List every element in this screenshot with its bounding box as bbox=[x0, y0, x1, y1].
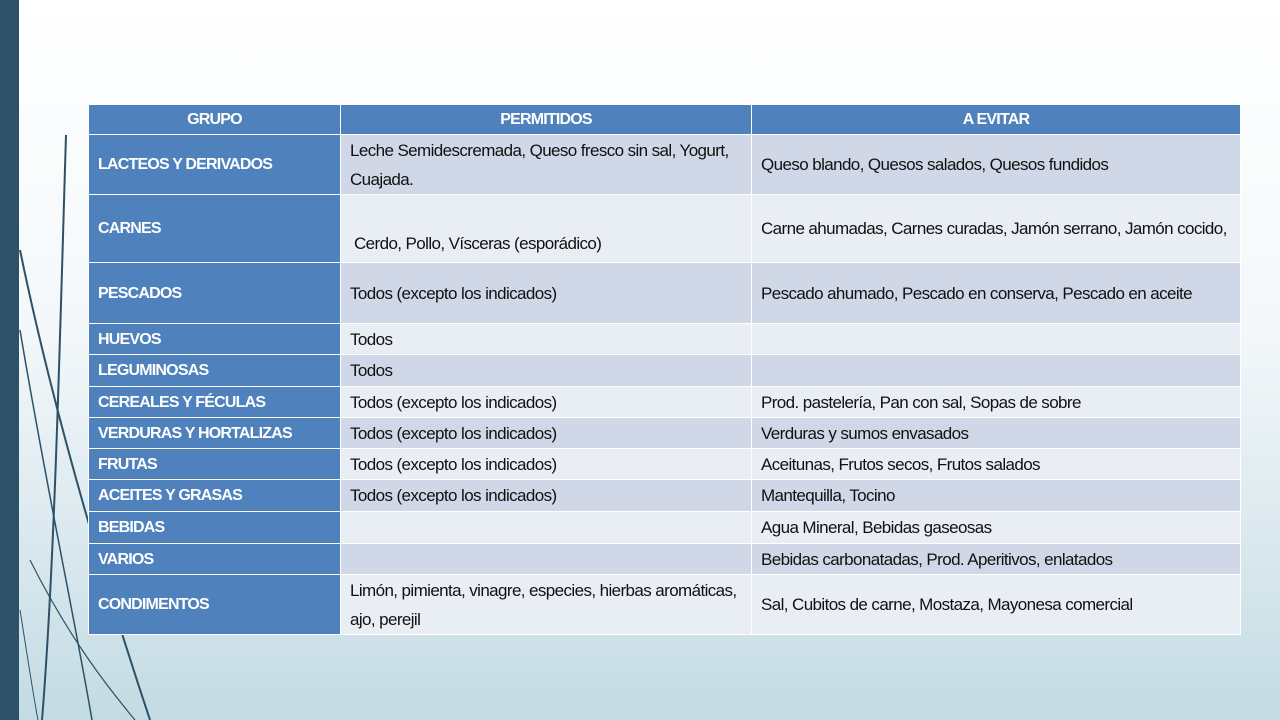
group-cell: BEBIDAS bbox=[89, 512, 341, 544]
avoid-cell: Agua Mineral, Bebidas gaseosas bbox=[752, 512, 1241, 544]
group-cell: VARIOS bbox=[89, 544, 341, 575]
group-cell: LEGUMINOSAS bbox=[89, 355, 341, 387]
group-cell: CEREALES Y FÉCULAS bbox=[89, 387, 341, 418]
avoid-cell: Queso blando, Quesos salados, Quesos fundidos bbox=[752, 135, 1241, 195]
avoid-cell bbox=[752, 355, 1241, 387]
table-row bbox=[89, 324, 1241, 355]
permitted-cell: Cerdo, Pollo, Vísceras (esporádico) bbox=[341, 195, 752, 263]
group-cell: FRUTAS bbox=[89, 449, 341, 480]
header-grupo: GRUPO bbox=[89, 105, 341, 135]
group-cell: HUEVOS bbox=[89, 324, 341, 355]
avoid-cell: Mantequilla, Tocino bbox=[752, 480, 1241, 512]
table-row bbox=[89, 418, 1241, 449]
avoid-cell bbox=[752, 324, 1241, 355]
group-cell: LACTEOS Y DERIVADOS bbox=[89, 135, 341, 195]
table-row bbox=[89, 544, 1241, 575]
diet-table bbox=[88, 104, 1241, 635]
permitted-cell: Todos (excepto los indicados) bbox=[341, 449, 752, 480]
table-row bbox=[89, 135, 1241, 195]
table-row bbox=[89, 480, 1241, 512]
permitted-cell: Leche Semidescremada, Queso fresco sin sal, Yogurt, Cuajada. bbox=[341, 135, 752, 195]
table-row bbox=[89, 575, 1241, 635]
permitted-cell: Limón, pimienta, vinagre, especies, hierbas aromáticas, ajo, perejil bbox=[341, 575, 752, 635]
group-cell: ACEITES Y GRASAS bbox=[89, 480, 341, 512]
table-row bbox=[89, 195, 1241, 263]
avoid-cell: Aceitunas, Frutos secos, Frutos salados bbox=[752, 449, 1241, 480]
table-row bbox=[89, 387, 1241, 418]
table-row bbox=[89, 512, 1241, 544]
table-row bbox=[89, 263, 1241, 324]
table-header-row bbox=[89, 105, 1241, 135]
avoid-cell: Bebidas carbonatadas, Prod. Aperitivos, enlatados bbox=[752, 544, 1241, 575]
table-row bbox=[89, 355, 1241, 387]
permitted-cell: Todos bbox=[341, 324, 752, 355]
permitted-cell: Todos (excepto los indicados) bbox=[341, 418, 752, 449]
permitted-cell: Todos (excepto los indicados) bbox=[341, 480, 752, 512]
table-row bbox=[89, 449, 1241, 480]
group-cell: PESCADOS bbox=[89, 263, 341, 324]
avoid-cell: Prod. pastelería, Pan con sal, Sopas de sobre bbox=[752, 387, 1241, 418]
permitted-cell: Todos (excepto los indicados) bbox=[341, 387, 752, 418]
permitted-cell: Todos (excepto los indicados) bbox=[341, 263, 752, 324]
permitted-cell bbox=[341, 512, 752, 544]
avoid-cell: Sal, Cubitos de carne, Mostaza, Mayonesa comercial bbox=[752, 575, 1241, 635]
permitted-cell bbox=[341, 544, 752, 575]
permitted-cell: Todos bbox=[341, 355, 752, 387]
avoid-cell: Carne ahumadas, Carnes curadas, Jamón serrano, Jamón cocido, bbox=[752, 195, 1241, 263]
avoid-cell: Verduras y sumos envasados bbox=[752, 418, 1241, 449]
group-cell: CONDIMENTOS bbox=[89, 575, 341, 635]
group-cell: CARNES bbox=[89, 195, 341, 263]
header-a-evitar: A EVITAR bbox=[752, 105, 1241, 135]
header-permitidos: PERMITIDOS bbox=[341, 105, 752, 135]
avoid-cell: Pescado ahumado, Pescado en conserva, Pescado en aceite bbox=[752, 263, 1241, 324]
group-cell: VERDURAS Y HORTALIZAS bbox=[89, 418, 341, 449]
